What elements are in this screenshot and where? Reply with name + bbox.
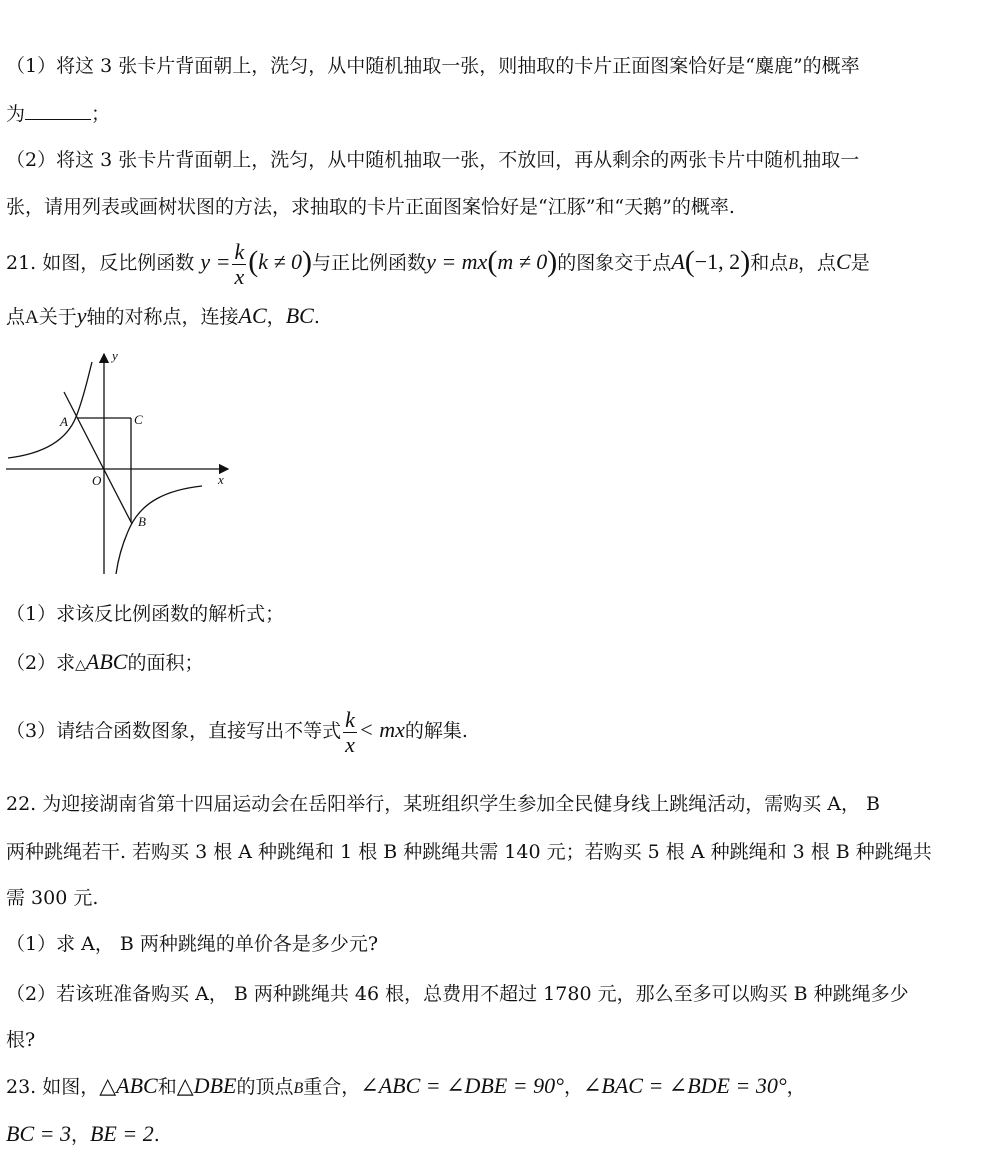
q21-s2-b: 的面积； (127, 652, 204, 674)
q21-point-b: B (788, 256, 798, 273)
fraction-numerator: k (234, 238, 245, 264)
q21-m-condition: m ≠ 0 (497, 249, 548, 274)
point-b-label: B (138, 514, 146, 529)
q23-line1 (6, 1072, 806, 1103)
q21-intro: 21. 如图，反比例函数 (6, 252, 195, 274)
q20-part2-line2 (6, 193, 735, 221)
q22-l2-text: 两种跳绳若干. 若购买 3 根 A 种跳绳和 1 根 B 种跳绳共需 140 元；若购买 5 根 A 种跳绳和 3 根 B 种跳绳共 (6, 841, 932, 863)
q20-part1-prefix: 为 (6, 103, 26, 125)
q23-comma1: ， (563, 1076, 583, 1098)
q21-s2-abc: ABC (85, 649, 128, 674)
q20-part2-line1 (6, 146, 859, 174)
q21-l2-c: 轴的对称点，连接 (86, 306, 239, 328)
q21-l2-point-a: A (25, 307, 39, 328)
q21-segment-bc: BC (285, 303, 314, 328)
q22-line2 (6, 838, 932, 866)
triangle-symbol: △ (75, 658, 86, 673)
q23-angle-eq1: ∠ABC = ∠DBE = 90° (360, 1073, 564, 1098)
q21-function-graph (6, 352, 238, 578)
q23-text4: 重合， (303, 1076, 361, 1098)
q23-comma3: ， (70, 1124, 90, 1146)
q23-triangle-abc: △ABC (99, 1073, 158, 1098)
answer-blank (25, 101, 91, 120)
q21-s3-inequality: < mx (358, 717, 405, 742)
q23-period: . (153, 1124, 160, 1146)
q20-part1-line2 (6, 100, 110, 128)
q23-bc-length: BC = 3 (6, 1121, 71, 1146)
q20-part1-text: （1）将这 3 张卡片背面朝上，洗匀，从中随机抽取一张，则抽取的卡片正面图案恰好是“麋鹿”的概率 (6, 55, 860, 77)
q21-comma: ， (266, 306, 286, 328)
q20-part2-text: （2）将这 3 张卡片背面朝上，洗匀，从中随机抽取一张，不放回，再从剩余的两张卡片中随机抽取一 (6, 149, 860, 171)
q21-s3-a: （3）请结合函数图象，直接写出不等式 (6, 720, 342, 742)
q21-linear-function: y = mx (426, 249, 488, 274)
fraction-numerator: k (345, 706, 355, 732)
q23-intro: 23. 如图， (6, 1076, 100, 1098)
q21-statement-line1: 21. 如图，反比例函数 y = $\frac{k}{x}$ (k ≠ 0)与正比例函数y = mx(m ≠ 0)的图象交于点A(−1, 2)和点B，点C是 (6, 238, 870, 289)
q21-text6: 是 (850, 252, 870, 274)
hyperbola-branch-right (116, 486, 202, 574)
q21-statement-line2 (6, 302, 320, 332)
fraction-denominator: x (345, 731, 355, 757)
q21-period: . (313, 306, 320, 328)
q21-s1-text: （1）求该反比例函数的解析式； (6, 603, 285, 625)
q22-subquestion-2 (6, 980, 909, 1008)
q22-s2-text2: 根? (6, 1029, 36, 1051)
q20-part1-suffix: ； (91, 103, 111, 125)
q23-line2 (6, 1120, 160, 1149)
q21-point-a-coords: −1, 2 (694, 249, 741, 274)
q23-triangle-dbe: △DBE (176, 1073, 237, 1098)
q21-fraction-kx (232, 240, 246, 289)
point-c-label: C (134, 412, 143, 427)
axis-label-y: y (112, 352, 118, 363)
point-a-label: A (60, 414, 68, 429)
fraction-denominator: x (234, 263, 245, 289)
q21-text2: 与正比例函数 (312, 252, 427, 274)
q21-s3-fraction (343, 708, 357, 757)
q21-text3: 的图象交于点 (557, 252, 672, 274)
q22-l3-text: 需 300 元. (6, 887, 99, 909)
q21-s2-a: （2）求 (6, 652, 76, 674)
axis-label-x: x (218, 472, 224, 487)
linear-function-line (64, 392, 132, 524)
q21-point-a: A (671, 249, 685, 274)
q22-s2-text: （2）若该班准备购买 A， B 两种跳绳共 46 根，总费用不超过 1780 元，那么至多可以购买 B 种跳绳多少 (6, 983, 909, 1005)
q22-subquestion-1 (6, 930, 378, 958)
q21-l2-b: 关于 (38, 306, 77, 328)
q21-subquestion-3 (6, 702, 468, 759)
q23-angle-eq2: ∠BAC = ∠BDE = 30° (582, 1073, 787, 1098)
q21-subquestion-2 (6, 648, 203, 680)
q21-l2-y: y (76, 303, 87, 328)
q23-point-b: B (293, 1080, 304, 1097)
q21-subquestion-1 (6, 600, 284, 628)
q21-text5: ，点 (797, 252, 836, 274)
q22-line1 (6, 790, 880, 818)
q21-text4: 和点 (750, 252, 789, 274)
q22-subquestion-2-cont (6, 1026, 35, 1054)
q21-segment-ac: AC (238, 303, 267, 328)
q22-s1-text: （1）求 A， B 两种跳绳的单价各是多少元? (6, 933, 379, 955)
origin-label: O (92, 473, 102, 488)
q21-point-c: C (836, 249, 851, 274)
q22-l1-text: 22. 为迎接湖南省第十四届运动会在岳阳举行，某班组织学生参加全民健身线上跳绳活动，需购买 A， B (6, 793, 881, 815)
q20-part2-text2: 张，请用列表或画树状图的方法，求抽取的卡片正面图案恰好是“江豚”和“天鹅”的概率. (6, 196, 735, 218)
q21-l2-a: 点 (6, 306, 26, 328)
q21-k-condition: k ≠ 0 (258, 249, 303, 274)
q20-part1-line1 (6, 52, 860, 80)
q23-and: 和 (157, 1076, 177, 1098)
q22-line3 (6, 884, 98, 912)
hyperbola-branch-left (8, 362, 92, 458)
q21-y-equals: y = (200, 249, 231, 274)
q23-comma2: ， (786, 1076, 806, 1098)
q23-be-length: BE = 2 (89, 1121, 154, 1146)
q21-s3-b: 的解集. (404, 720, 468, 742)
q23-text3: 的顶点 (236, 1076, 294, 1098)
